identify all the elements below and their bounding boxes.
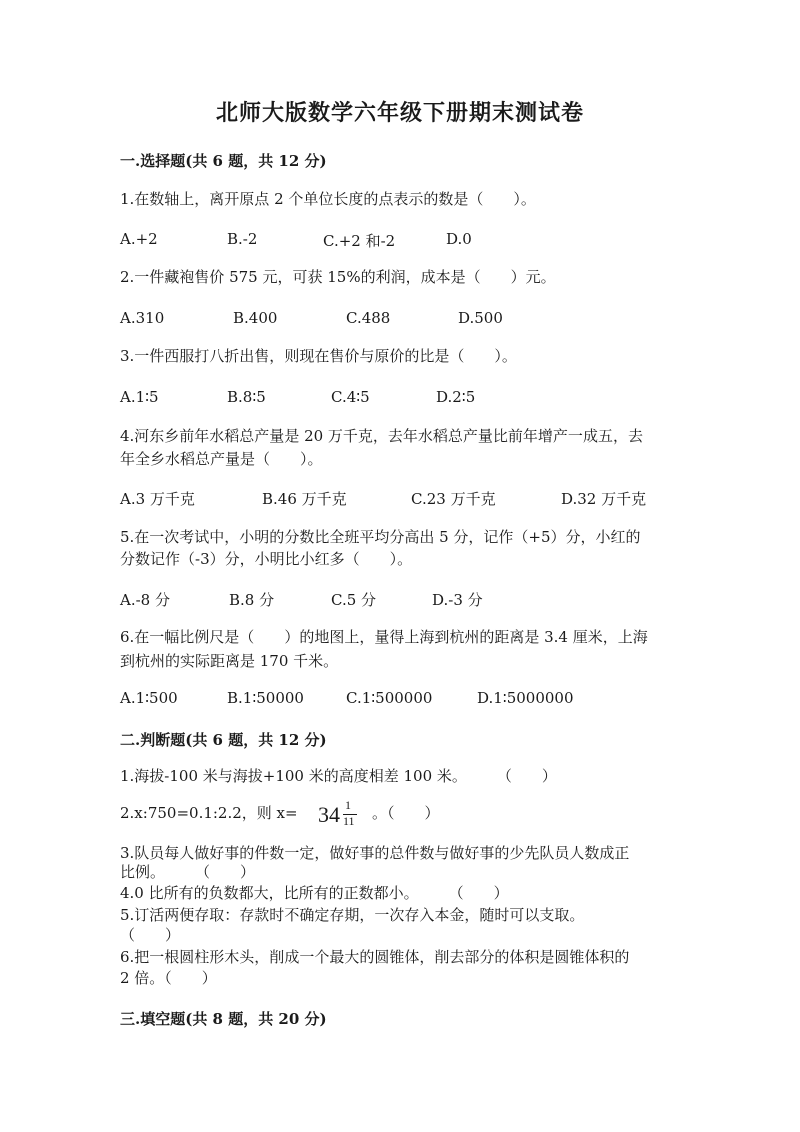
fraction-numerator: 1 [345, 798, 351, 812]
question-4-line-2: 年全乡水稻总产量是（ ）。 [120, 450, 323, 468]
judge-question-5-line-2: （ ） [120, 926, 181, 944]
judge-question-1: 1.海拔-100 米与海拔+100 米的高度相差 100 米。 （ ） [120, 767, 557, 785]
q6-option-a: A.1∶500 [120, 689, 178, 707]
q5-option-d: D.-3 分 [432, 591, 483, 609]
question-4-line-1: 4.河东乡前年水稻总产量是 20 万千克，去年水稻总产量比前年增产一成五，去 [120, 427, 643, 445]
q2-option-d: D.500 [458, 309, 503, 327]
q1-option-d: D.0 [446, 230, 472, 248]
q2-option-a: A.310 [120, 309, 165, 327]
judge-question-2-prefix: 2.x:750=0.1:2.2，则 x= [120, 804, 298, 822]
judge-question-6-line-2: 2 倍。（ ） [120, 969, 217, 987]
question-5-line-1: 5.在一次考试中，小明的分数比全班平均分高出 5 分，记作（+5）分，小红的 [120, 528, 641, 546]
section-heading-judge: 二.判断题(共 6 题，共 12 分) [120, 731, 327, 749]
q2-option-c: C.488 [346, 309, 391, 327]
q4-option-c: C.23 万千克 [411, 490, 496, 508]
q5-option-a: A.-8 分 [120, 591, 170, 609]
judge-question-4: 4.0 比所有的负数都大，比所有的正数都小。 （ ） [120, 884, 509, 902]
judge-question-5-line-1: 5.订活两便存取：存款时不确定存期，一次存入本金，随时可以支取。 [120, 906, 585, 924]
q1-option-c: C.+2 和-2 [323, 232, 396, 250]
q4-option-d: D.32 万千克 [561, 490, 647, 508]
judge-question-3-line-2: 比例。 （ ） [120, 863, 256, 881]
q4-option-b: B.46 万千克 [262, 490, 347, 508]
q6-option-b: B.1∶50000 [227, 689, 304, 707]
q3-option-a: A.1∶5 [120, 388, 159, 406]
question-1: 1.在数轴上，离开原点 2 个单位长度的点表示的数是（ ）。 [120, 190, 536, 208]
q2-option-b: B.400 [233, 309, 278, 327]
q4-option-a: A.3 万千克 [120, 490, 195, 508]
section-heading-fill: 三.填空题(共 8 题，共 20 分) [120, 1010, 327, 1028]
q3-option-b: B.8∶5 [227, 388, 266, 406]
judge-question-2-suffix: 。（ ） [372, 804, 440, 822]
section-heading-choice: 一.选择题(共 6 题，共 12 分) [120, 152, 327, 170]
judge-question-3-line-1: 3.队员每人做好事的件数一定，做好事的总件数与做好事的少先队员人数成正 [120, 844, 630, 862]
judge-question-6-line-1: 6.把一根圆柱形木头，削成一个最大的圆锥体，削去部分的体积是圆锥体积的 [120, 948, 630, 966]
question-2: 2.一件藏袍售价 575 元，可获 15%的利润，成本是（ ）元。 [120, 268, 556, 286]
question-6-line-2: 到杭州的实际距离是 170 千米。 [120, 652, 339, 670]
q6-option-d: D.1∶5000000 [477, 689, 574, 707]
q1-option-a: A.+2 [120, 230, 158, 248]
fraction-denominator: 11 [343, 814, 355, 828]
q5-option-c: C.5 分 [331, 591, 377, 609]
q5-option-b: B.8 分 [229, 591, 275, 609]
q3-option-c: C.4∶5 [331, 388, 370, 406]
q1-option-b: B.-2 [227, 230, 258, 248]
question-6-line-1: 6.在一幅比例尺是（ ）的地图上，量得上海到杭州的距离是 3.4 厘米，上海 [120, 628, 648, 646]
question-5-line-2: 分数记作（-3）分，小明比小红多（ ）。 [120, 550, 413, 568]
q3-option-d: D.2∶5 [436, 388, 476, 406]
q6-option-c: C.1∶500000 [346, 689, 433, 707]
question-3: 3.一件西服打八折出售，则现在售价与原价的比是（ ）。 [120, 347, 517, 365]
page-title: 北师大版数学六年级下册期末测试卷 [215, 100, 584, 126]
fraction-whole: 34 [318, 802, 340, 827]
